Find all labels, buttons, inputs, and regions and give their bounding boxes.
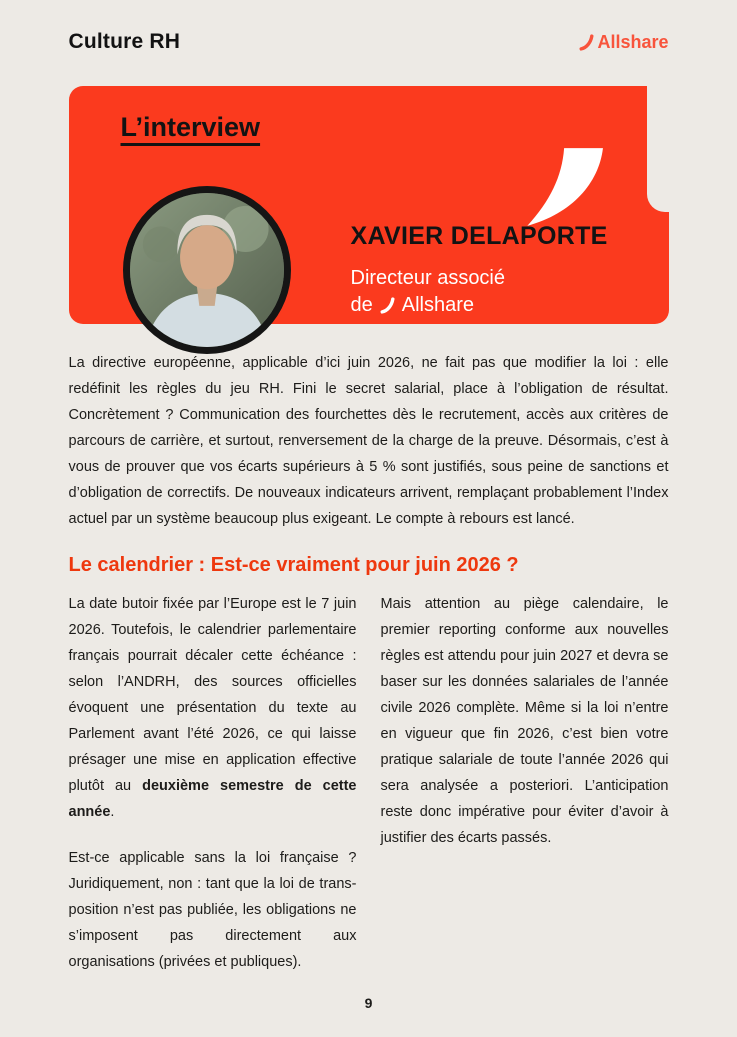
allshare-sail-icon bbox=[513, 148, 605, 226]
person-name: XAVIER DELAPORTE bbox=[350, 222, 608, 250]
card-corner-notch bbox=[647, 86, 669, 212]
person-role: Directeur associé bbox=[350, 267, 506, 289]
paragraph: Mais attention au piège calendaire, le premier reporting conforme aux nouvelles règles est attendu pour juin 2027 et devra se baser sur les données salariales de l’année civile 2026 complète. Même si la loi n’entre en vigueur que fin 2026, c’est bien votre pratique salariale de toute l’année 2026 qui sera analysée a posteriori. L’anticipation reste donc impérative pour éviter d’avoir à justifier des écarts passés. bbox=[380, 596, 669, 846]
allshare-swoosh-icon bbox=[579, 34, 594, 51]
allshare-swoosh-icon-white bbox=[380, 297, 395, 314]
allshare-logo bbox=[579, 32, 668, 53]
company-name: Allshare bbox=[401, 294, 475, 316]
paragraph bbox=[69, 591, 357, 825]
paragraph: Est-ce applicable sans la loi française ? Juridiquement, non : tant que la loi de transposition n’est pas publiée, les obligations ne s’imposent pas directement aux organisations (privées et publiques). bbox=[68, 850, 357, 970]
portrait-photo bbox=[123, 186, 291, 354]
portrait-placeholder-image bbox=[130, 193, 284, 347]
person-info bbox=[351, 222, 608, 317]
column-left bbox=[69, 591, 357, 995]
paragraph-text: . bbox=[110, 804, 115, 820]
interview-card bbox=[69, 86, 669, 324]
two-column-text bbox=[69, 591, 669, 995]
intro-paragraph: La directive européenne, applicable d’ici juin 2026, ne fait pas que modifier la loi : elle redéfinit les règles du jeu RH. Fini le secret salarial, place à l’obligation de résultat. Concrètement ? Communication des fourchettes dès le recrutement, accès aux critères de parcours de carrière, et surtout, renversement de la charge de la preuve. Désormais, c’est à vous de prouver que vos écarts supérieurs à 5 % sont justifiés, sous peine de sanctions et d’obligation de correctifs. De nouveaux indicateurs arrivent, remplaçant probablement l’Index actuel par un système beaucoup plus exigeant. Le compte à rebours est lancé. bbox=[68, 355, 669, 527]
person-company bbox=[351, 294, 608, 317]
interview-title: L’interview bbox=[120, 112, 261, 142]
paragraph-text: La date butoir fixée par l’Europe est le 7 juin 2026. Toutefois, le calendrier parlementaire français pourrait décaler cette échéance : selon l’ANDRH, des sources officielles évoquent une présentation du texte au Parlement avant l’été 2026, ce qui laisse présager une mise en application effective plutôt au bbox=[68, 596, 357, 794]
paragraph-bold-text: deuxième semestre de cette année bbox=[68, 778, 357, 820]
company-prefix: de bbox=[350, 294, 373, 316]
column-right bbox=[381, 591, 669, 995]
allshare-logo-text: Allshare bbox=[597, 31, 669, 52]
page-number: 9 bbox=[364, 995, 373, 1011]
section-heading: Le calendrier : Est-ce vraiment pour juin 2026 ? bbox=[68, 554, 519, 576]
header bbox=[69, 30, 669, 54]
page-footer bbox=[0, 995, 737, 1037]
culture-rh-logo: Culture RH bbox=[68, 30, 181, 53]
